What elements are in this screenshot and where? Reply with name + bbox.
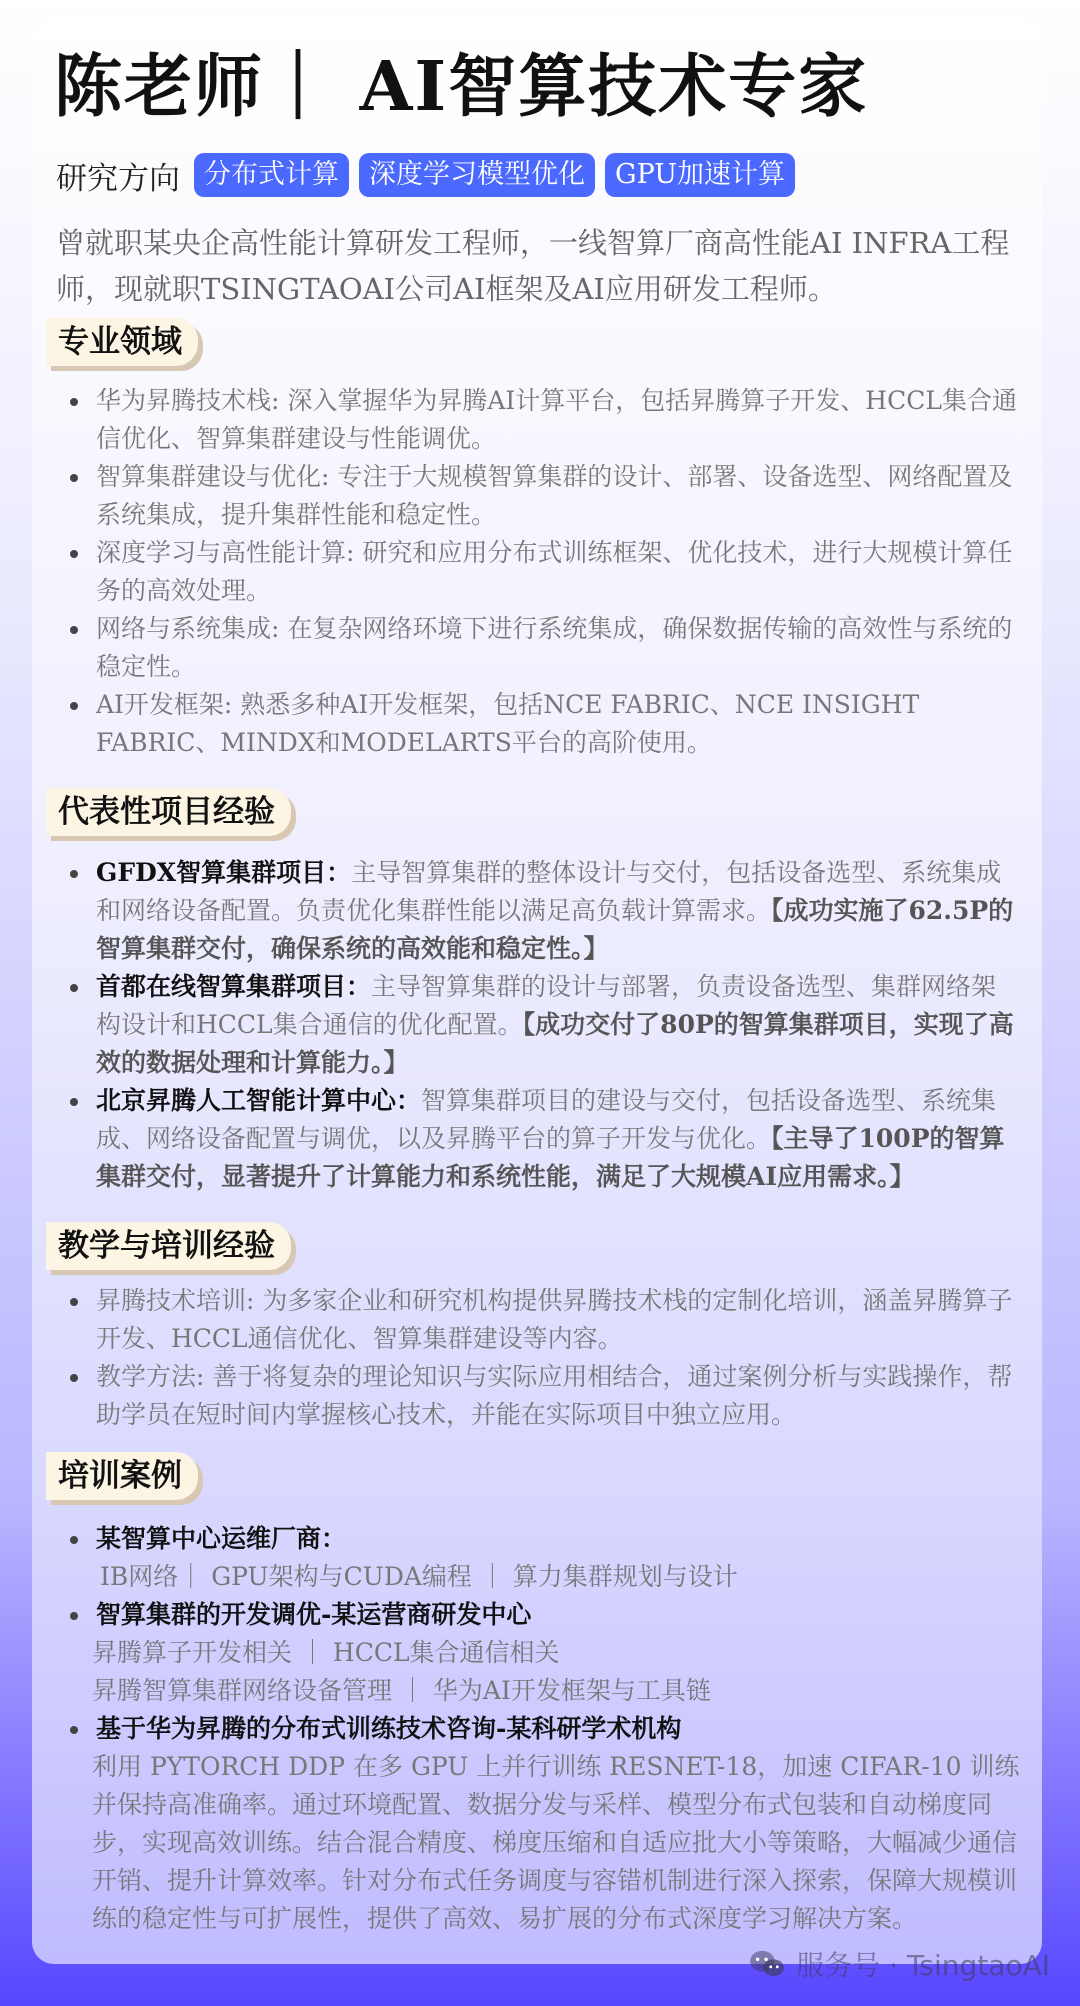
case-name: 基于华为昇腾的分布式训练技术咨询-某科研学术机构 [96, 1713, 682, 1743]
teaching-section [54, 1222, 1020, 1434]
section-title-projects: 代表性项目经验 [46, 788, 291, 836]
project-desc: 主导智算集群的设计与部署，负责设备选型、集群网络架构设计和HCCL集合通信的优化配置。 [96, 971, 997, 1039]
expertise-section [54, 318, 1020, 762]
case-line: 昇腾智算集群网络设备管理 ｜ 华为AI开发框架与工具链 [92, 1675, 711, 1705]
case-line: IB网络｜ GPU架构与CUDA编程 ｜ 算力集群规划与设计 [100, 1561, 738, 1591]
case-name: 智算集群的开发调优-某运营商研发中心 [96, 1599, 532, 1629]
list-item: 华为昇腾技术栈: 深入掌握华为昇腾AI计算平台，包括昇腾算子开发、HCCL集合通信优化、智算集群建设与性能调优。 [54, 382, 1020, 458]
project-result: 【成功交付了80P的智算集群项目，实现了高效的数据处理和计算能力。】 [96, 1009, 1014, 1077]
research-directions [54, 153, 1020, 198]
project-desc: 智算集群项目的建设与交付，包括设备选型、系统集成、网络设备配置与调优，以及昇腾平台的算子开发与优化。 [96, 1085, 997, 1153]
project-name: 北京昇腾人工智能计算中心： [96, 1085, 422, 1115]
list-item: 昇腾技术培训: 为多家企业和研究机构提供昇腾技术栈的定制化培训，涵盖昇腾算子开发、HCCL通信优化、智算集群建设等内容。 [54, 1282, 1020, 1358]
case-line: 利用 PYTORCH DDP 在多 GPU 上并行训练 RESNET-18，加速 CIFAR-10 训练并保持高准确率。通过环境配置、数据分发与采样、模型分布式包装和自动梯度同步，实现高效训练。结合混合精度、梯度压缩和自适应批大小等策略，大幅减少通信开销、提升计算效率。针对分布式任务调度与容错机制进行深入探索，保障大规模训练的稳定性与可扩展性，提供了高效、易扩展的分布式深度学习解决方案。 [92, 1751, 1020, 1933]
section-title-expertise: 专业领域 [46, 318, 198, 366]
watermark [748, 1944, 1050, 1984]
project-name: GFDX智算集群项目： [96, 857, 352, 887]
list-item: AI开发框架: 熟悉多种AI开发框架，包括NCE FABRIC、NCE INSIGHT FABRIC、MINDX和MODELARTS平台的高阶使用。 [54, 686, 1020, 762]
project-name: 首都在线智算集群项目： [96, 971, 372, 1001]
cases-section [54, 1452, 1020, 1938]
wechat-icon [748, 1949, 786, 1979]
tag-distributed-computing: 分布式计算 [194, 153, 349, 197]
case-item [54, 1596, 1020, 1710]
case-line: 昇腾算子开发相关 ｜ HCCL集合通信相关 [92, 1637, 560, 1667]
research-label: 研究方向 [56, 160, 180, 197]
profile-card [32, 20, 1042, 1964]
project-desc: 主导智算集群的整体设计与交付，包括设备选型、系统集成和网络设备配置。负责优化集群性能以满足高负载计算需求。 [96, 857, 1002, 925]
list-item: 教学方法: 善于将复杂的理论知识与实际应用相结合，通过案例分析与实践操作，帮助学员在短时间内掌握核心技术，并能在实际项目中独立应用。 [54, 1358, 1020, 1434]
tag-dl-model-optimization: 深度学习模型优化 [359, 153, 595, 197]
list-item: 智算集群建设与优化: 专注于大规模智算集群的设计、部署、设备选型、网络配置及系统集成，提升集群性能和稳定性。 [54, 458, 1020, 534]
case-item [54, 1710, 1020, 1938]
project-result: 【主导了100P的智算集群交付，显著提升了计算能力和系统性能，满足了大规模AI应用需求。】 [96, 1123, 1005, 1191]
page-title: 陈老师｜ AI智算技术专家 [54, 47, 869, 127]
tag-gpu-acceleration: GPU加速计算 [605, 153, 795, 197]
project-item [54, 854, 1020, 968]
list-item: 网络与系统集成: 在复杂网络环境下进行系统集成，确保数据传输的高效性与系统的稳定性。 [54, 610, 1020, 686]
projects-section [54, 788, 1020, 1196]
project-item [54, 1082, 1020, 1196]
section-title-cases: 培训案例 [46, 1452, 198, 1500]
watermark-text: 服务号 · TsingtaoAI [796, 1949, 1050, 1982]
case-item [54, 1520, 1020, 1596]
intro-text: 曾就职某央企高性能计算研发工程师，一线智算厂商高性能AI INFRA工程师，现就职TSINGTAOAI公司AI框架及AI应用研发工程师。 [56, 225, 1010, 306]
section-title-teaching: 教学与培训经验 [46, 1222, 291, 1270]
project-result: 【成功实施了62.5P的智算集群交付，确保系统的高效能和稳定性。】 [96, 895, 1014, 963]
case-name: 某智算中心运维厂商： [96, 1523, 347, 1553]
list-item: 深度学习与高性能计算: 研究和应用分布式训练框架、优化技术，进行大规模计算任务的高效处理。 [54, 534, 1020, 610]
project-item [54, 968, 1020, 1082]
